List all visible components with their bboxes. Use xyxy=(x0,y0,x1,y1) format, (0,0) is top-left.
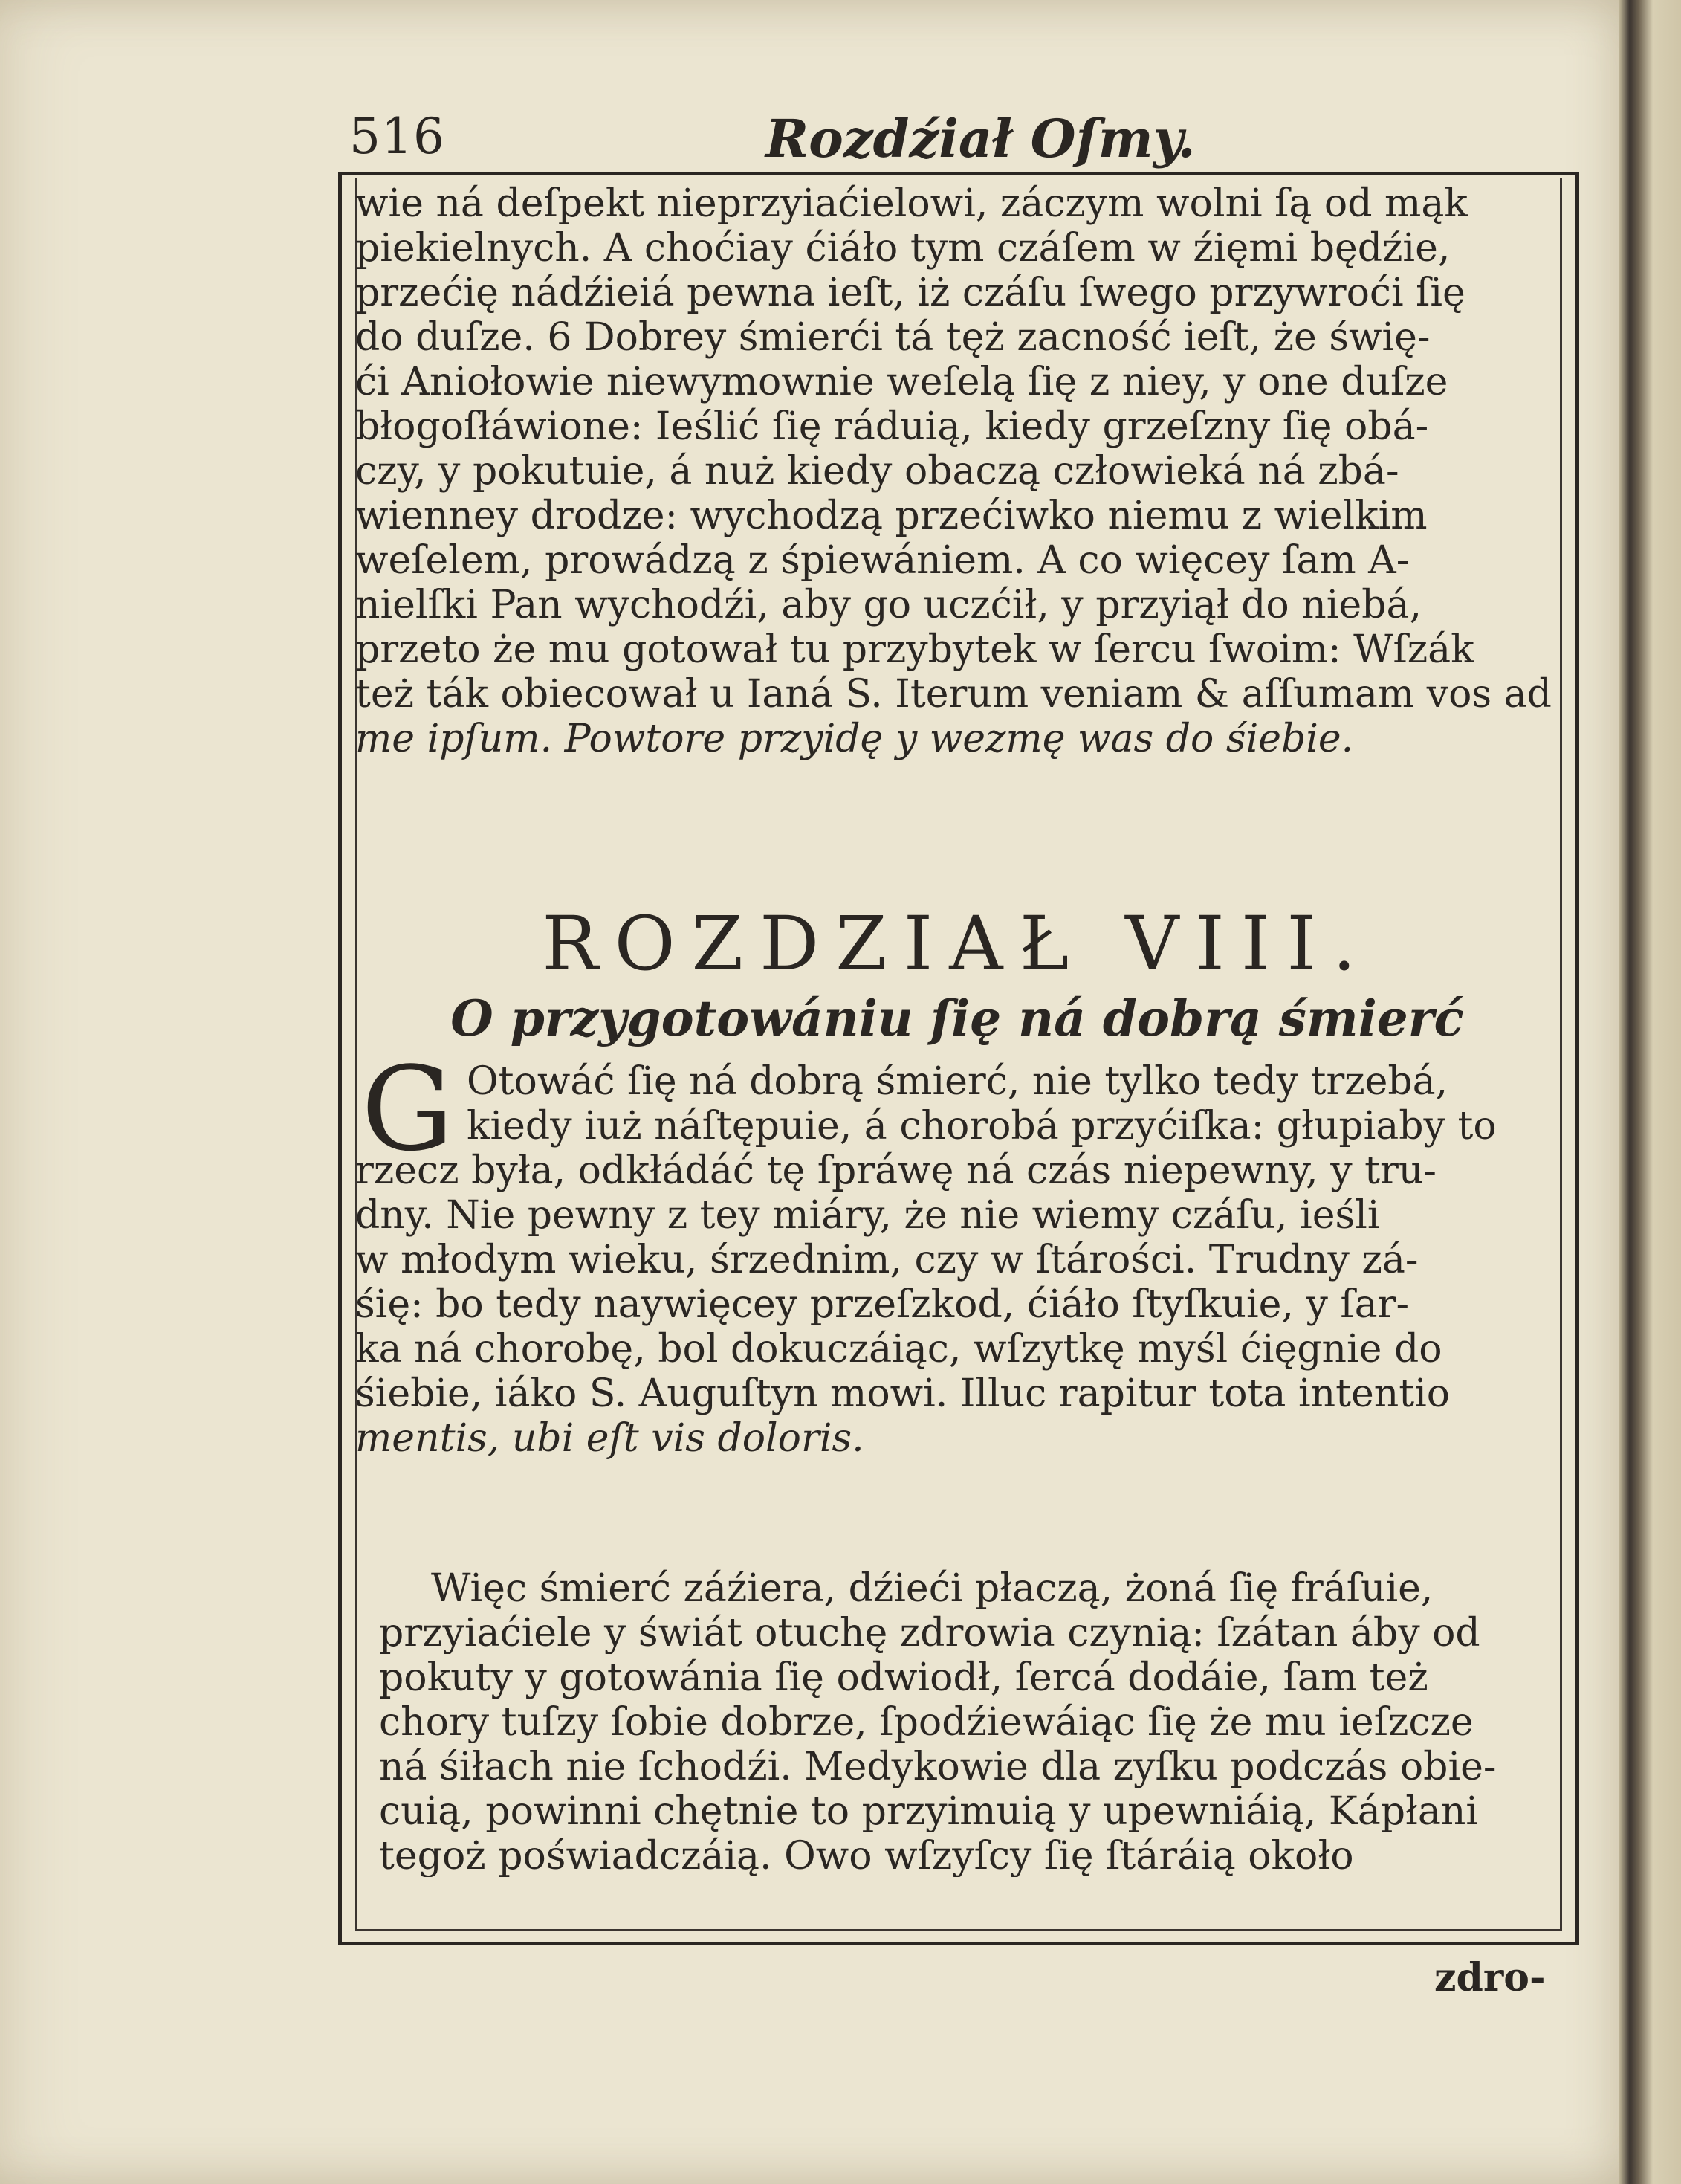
text-line: przyiaćiele y świát otuchę zdrowia czynią: ſzátan áby od xyxy=(379,1611,1480,1654)
text-line: w młodym wieku, śrzednim, czy w ſtárości. Trudny zá- xyxy=(355,1238,1419,1282)
text-line: rzecz była, odkłádáć tę ſpráwę ná czás niepewny, y tru- xyxy=(355,1148,1437,1193)
text-line: piekielnych. A choćiay ćiáło tym czáſem w źięmi będźie, xyxy=(355,226,1451,271)
text-line: nielſki Pan wychodźi, aby go uczćił, y przyiął do niebá, xyxy=(355,583,1422,627)
text-line: Otowáć ſię ná dobrą śmierć, nie tylko tedy trzebá, xyxy=(467,1059,1448,1104)
text-line: weſelem, prowádzą z śpiewániem. A co więcey ſam A- xyxy=(355,538,1410,583)
text-line: błogoſłáwione: Ieślić ſię ráduią, kiedy grzeſzny ſię obá- xyxy=(355,404,1429,449)
catchword: zdro- xyxy=(1434,1955,1546,2000)
section-2-text xyxy=(355,1041,1563,1461)
text-line: dny. Nie pewny z tey miáry, że nie wiemy czáſu, ieśli xyxy=(355,1193,1380,1238)
text-line: śię: bo tedy naywięcey przeſzkod, ćiáło ſtyſkuie, y ſar- xyxy=(355,1282,1410,1327)
text-line: ći Aniołowie niewymownie weſelą ſię z niey, y one duſze xyxy=(355,360,1448,404)
text-line: kiedy iuż náſtępuie, á chorobá przyćiſka: głupiaby to xyxy=(467,1104,1497,1148)
page-header xyxy=(349,108,1583,175)
chapter-title: ROZDZIAŁ VIII. xyxy=(542,900,1373,987)
text-line: me ipſum. Powtore przyidę y wezmę was do śiebie. xyxy=(355,717,1354,761)
book-spine xyxy=(1619,0,1681,2184)
text-line: wienney drodze: wychodzą przećiwko niemu z wielkim xyxy=(355,494,1428,538)
text-line: śiebie, iáko S. Auguſtyn mowi. Illuc rapitur tota intentio xyxy=(355,1372,1451,1416)
text-line: chory tuſzy ſobie dobrze, ſpodźiewáiąc ſię że mu ieſzcze xyxy=(379,1700,1474,1743)
page-number: 516 xyxy=(349,108,445,165)
text-line: czy, y pokutuie, á nuż kiedy obaczą człowieká ná zbá- xyxy=(355,449,1399,494)
chapter-subtitle: O przygotowániu ſię ná dobrą śmierć xyxy=(450,989,1464,1047)
text-line: Więc śmierć záźiera, dźieći płaczą, żoná ſię fráſuie, xyxy=(431,1566,1434,1609)
text-line: tegoż poświadczáią. Owo wſzyſcy ſię ſtáráią około xyxy=(379,1834,1354,1877)
text-line: przeto że mu gotował tu przybytek w ſercu ſwoim: Wſzák xyxy=(355,627,1474,672)
text-line: do duſze. 6 Dobrey śmierći tá tęż zacność ieſt, że świę- xyxy=(355,315,1431,360)
text-line: cuią, powinni chętnie to przyimuią y upewniáią, Kápłani xyxy=(379,1789,1479,1832)
text-line: też ták obiecował u Ianá S. Iterum veniam & aſſumam vos ad xyxy=(355,672,1552,717)
section-3-text xyxy=(379,1565,1568,1877)
text-line: wie ná deſpekt nieprzyiaćielowi, záczym wolni ſą od mąk xyxy=(355,181,1468,226)
text-line: ná śiłach nie ſchodźi. Medykowie dla zyſku podczás obie- xyxy=(379,1745,1497,1788)
drop-cap: G xyxy=(361,1041,454,1177)
section-1-text xyxy=(355,181,1563,761)
text-line: pokuty y gotowánia ſię odwiodł, ſercá dodáie, ſam też xyxy=(379,1655,1428,1699)
text-line: ka ná chorobę, bol dokuczáiąc, wſzytkę myśl ćięgnie do xyxy=(355,1327,1442,1372)
text-line: przećię nádźieiá pewna ieſt, iż czáſu ſwego przywroći ſię xyxy=(355,271,1465,315)
running-title: Rozdźiał Oſmy. xyxy=(765,108,1196,169)
text-line: mentis, ubi eſt vis doloris. xyxy=(355,1416,864,1461)
